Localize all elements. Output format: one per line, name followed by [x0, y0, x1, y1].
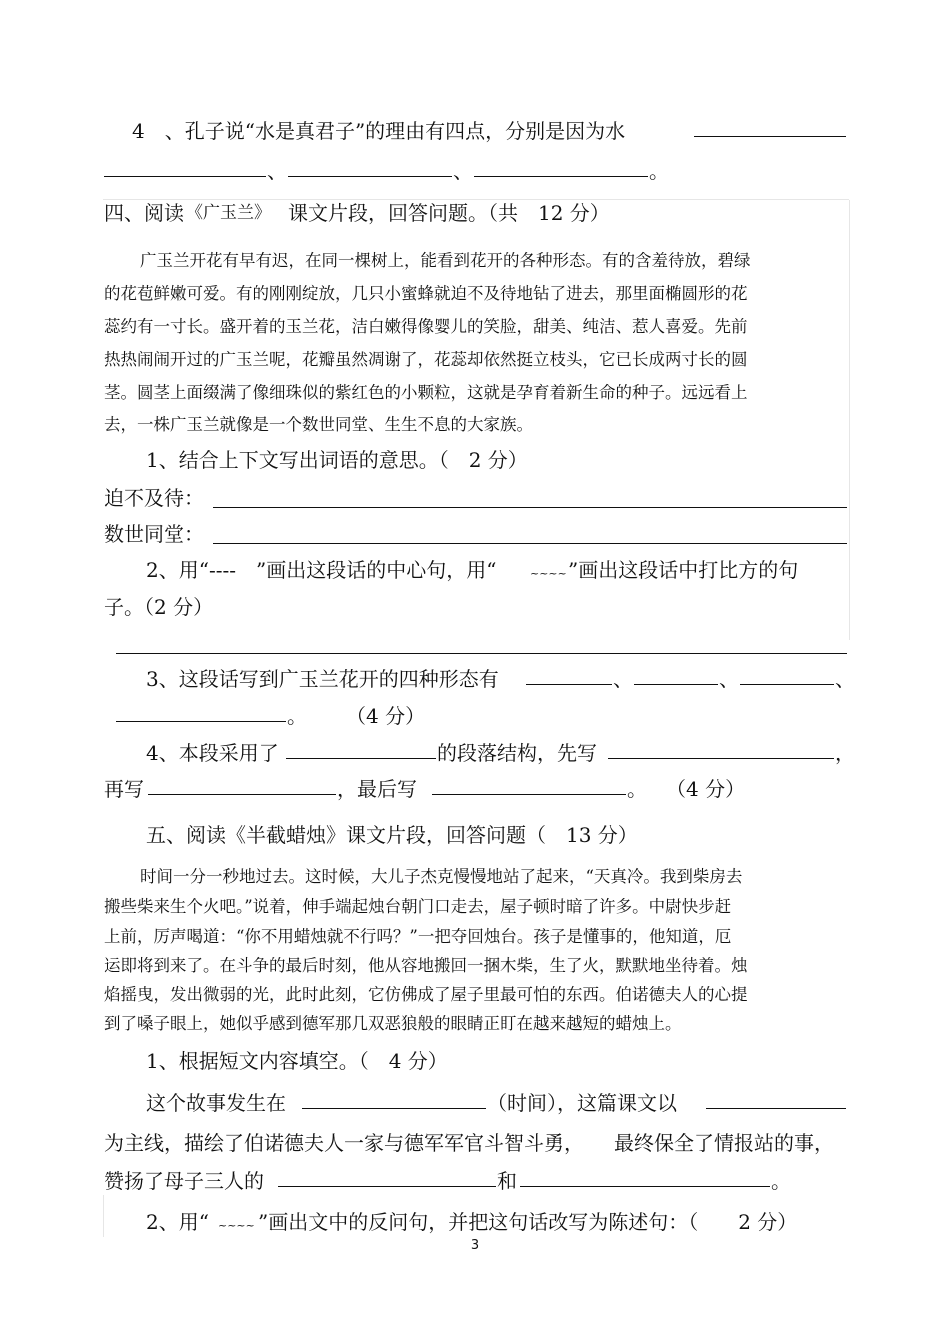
s4-q1: 1、结合上下文写出词语的意思。（ 2 分） — [146, 448, 528, 472]
s5-q2-b: ”画出文中的反问句，并把这句话改写为陈述句：（ 2 分） — [258, 1210, 798, 1234]
s5-q1-blank-1[interactable] — [302, 1090, 486, 1109]
s4-q3-sep-1: 、 — [613, 667, 633, 691]
q4-blank-2[interactable] — [104, 158, 266, 177]
s5-q2-a: 2、用“ — [146, 1210, 209, 1234]
q4-sep-2: 、 — [453, 159, 473, 183]
section5-heading: 五、阅读《半截蜡烛》课文片段，回答问题（ 13 分） — [146, 823, 638, 847]
q4-text: 4 、孔子说“水是真君子”的理由有四点，分别是因为水 — [132, 119, 626, 143]
s4-q4-b: 的段落结构，先写 — [437, 741, 597, 765]
section4-passage-line-4: 热热闹闹开过的广玉兰呢，花瓣虽然凋谢了，花蕊却依然挺立枝头，它已长成两寸长的圆 — [104, 350, 748, 369]
scan-box-left-edge — [103, 1195, 104, 1237]
s4-q4-blank-2[interactable] — [608, 740, 834, 759]
s4-q4-a: 4、本段采用了 — [146, 741, 279, 765]
page-number: 3 — [470, 1238, 480, 1253]
s4-q3-score: （4 分） — [346, 704, 426, 728]
section5-passage-line-2: 搬些柴来生个火吧。”说着，伸手端起烛台朝门口走去，屋子顿时暗了许多。中尉快步赶 — [104, 897, 732, 916]
s5-q1-blank-3[interactable] — [278, 1168, 496, 1187]
section4-heading-a: 四、阅读 — [104, 201, 184, 225]
s5-q1-f: 。 — [771, 1169, 791, 1193]
s4-q2-a: 2、用“---- ”画出这段话的中心句，用“ — [146, 558, 497, 582]
s4-q2-answer-line[interactable] — [116, 653, 847, 654]
s4-q3-sep-3: 、 — [835, 667, 855, 691]
section4-passage-line-1: 广玉兰开花有早有迟，在同一棵树上，能看到花开的各种形态。有的含羞待放，碧绿 — [140, 251, 751, 270]
s5-q1-d: 赞扬了母子三人的 — [104, 1169, 264, 1193]
s5-q1-a: 这个故事发生在 — [146, 1091, 286, 1115]
section4-heading-book: 《广玉兰》 — [186, 203, 271, 223]
section5-passage-line-1: 时间一分一秒地过去。这时候，大儿子杰克慢慢地站了起来，“天真冷。我到柴房去 — [140, 867, 743, 886]
s5-q1-blank-4[interactable] — [520, 1168, 770, 1187]
section4-heading-b: 课文片段，回答问题。（共 12 分） — [288, 201, 610, 225]
s4-q3-blank-1[interactable] — [526, 666, 612, 685]
s4-q4-blank-4[interactable] — [432, 776, 626, 795]
s4-q4-f: 。 — [627, 777, 647, 801]
s4-q3-end: 。 — [287, 704, 307, 728]
q4-blank-1[interactable] — [694, 118, 846, 137]
section4-passage-line-6: 去，一株广玉兰就像是一个数世同堂、生生不息的大家族。 — [104, 415, 533, 434]
section5-passage-line-5: 焰摇曳，发出微弱的光，此时此刻，它仿佛成了屋子里最可怕的东西。伯诺德夫人的心提 — [104, 985, 748, 1004]
s4-q4-blank-3[interactable] — [148, 776, 336, 795]
section5-passage-line-6: 到了嗓子眼上，她似乎感到德军那几双恶狼般的眼睛正盯在越来越短的蜡烛上。 — [104, 1014, 682, 1033]
s4-q4-score: （4 分） — [666, 777, 746, 801]
s5-q1-e: 和 — [497, 1169, 517, 1193]
section4-passage-line-3: 蕊约有一寸长。盛开着的玉兰花，洁白嫩得像婴儿的笑脸，甜美、纯洁、惹人喜爱。先前 — [104, 317, 748, 336]
section5-passage-line-4: 运即将到来了。在斗争的最后时刻，他从容地搬回一捆木柴，生了火，默默地坐待着。烛 — [104, 956, 748, 975]
s4-q2-b: ”画出这段话中打比方的句 — [568, 558, 799, 582]
s5-q1-b: （时间），这篇课文以 — [487, 1091, 677, 1115]
s5-q1-blank-2[interactable] — [706, 1090, 846, 1109]
s4-q2-line2: 子。（2 分） — [104, 595, 214, 619]
s4-q3-blank-3[interactable] — [740, 666, 834, 685]
s4-q1-term2: 数世同堂： — [104, 522, 204, 546]
q4-blank-3[interactable] — [288, 158, 452, 177]
section5-passage-line-3: 上前，厉声喝道：“你不用蜡烛就不行吗？”一把夺回烛台。孩子是懂事的，他知道，厄 — [104, 927, 732, 946]
section4-passage-line-2: 的花苞鲜嫩可爱。有的刚刚绽放，几只小蜜蜂就迫不及待地钻了进去，那里面椭圆形的花 — [104, 284, 748, 303]
wavy-line-symbol-2: ~~~~ — [218, 1219, 255, 1232]
s4-q3-blank-2[interactable] — [634, 666, 718, 685]
s4-q3-a: 3、这段话写到广玉兰花开的四种形态有 — [146, 667, 499, 691]
q4-end: 。 — [649, 159, 669, 183]
q4-blank-4[interactable] — [474, 158, 648, 177]
s4-q4-c: ， — [835, 741, 855, 765]
s5-q1-line2: 为主线，描绘了伯诺德夫人一家与德军军官斗智斗勇， 最终保全了情报站的事， — [104, 1131, 834, 1155]
s4-q4-e: ，最后写 — [337, 777, 417, 801]
s4-q3-blank-4[interactable] — [116, 703, 286, 722]
s4-q1-answer-line-1[interactable] — [213, 507, 847, 508]
s4-q1-answer-line-2[interactable] — [213, 543, 847, 544]
s4-q4-d: 再写 — [104, 777, 144, 801]
s4-q3-sep-2: 、 — [719, 667, 739, 691]
wavy-line-symbol: ~~~~ — [530, 567, 567, 580]
s4-q1-term1: 迫不及待： — [104, 486, 204, 510]
q4-sep-1: 、 — [267, 159, 287, 183]
s5-q1: 1、根据短文内容填空。（ 4 分） — [146, 1049, 448, 1073]
s4-q4-blank-1[interactable] — [286, 740, 436, 759]
section4-passage-line-5: 茎。圆茎上面缀满了像细珠似的紫红色的小颗粒，这就是孕育着新生命的种子。远远看上 — [104, 383, 748, 402]
